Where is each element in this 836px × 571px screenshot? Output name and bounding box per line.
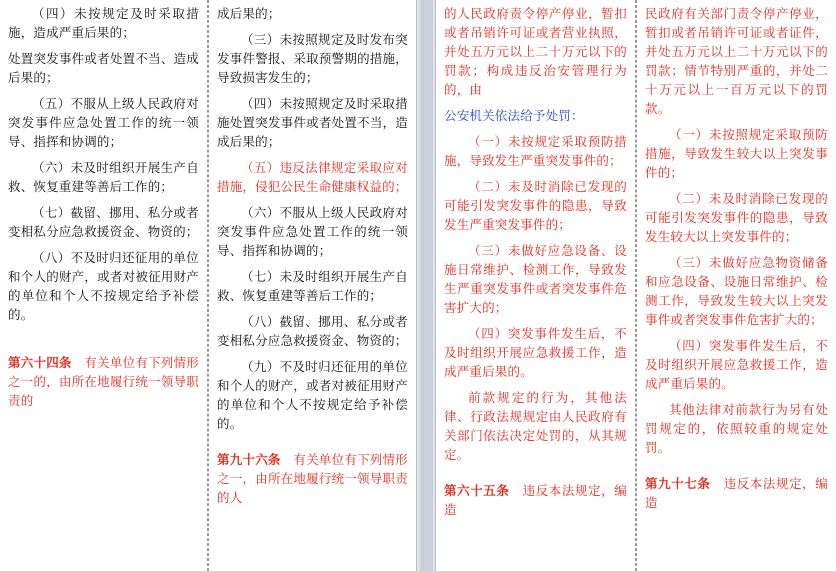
paragraph: （七）截留、挪用、私分或者变相私分应急救援资金、物资的； — [8, 205, 199, 239]
paragraph: （三）未按照规定及时发布突发事件警报、采取预警期的措施，导致损害发生的； — [217, 32, 408, 85]
paragraph: （九）不及时归还征用的单位和个人的财产，或者对被征用财产的单位和个人不按规定给予补偿的。 — [217, 359, 408, 431]
paragraph: （六）未及时组织开展生产自救、恢复重建等善后工作的； — [8, 160, 199, 194]
section-paragraph — [8, 353, 199, 410]
left-columns — [0, 0, 416, 571]
scrollbar-thumb[interactable] — [420, 0, 433, 571]
document-column-4 — [636, 0, 836, 571]
document-column-3 — [436, 0, 636, 571]
paragraph-revision: （二）未及时消除已发现的可能引发突发事件的隐患，导致发生较大以上突发事件的； — [645, 191, 828, 244]
paragraph: （八）不及时归还征用的单位和个人的财产，或者对被征用财产的单位和个人不按规定给予补偿的。 — [8, 250, 199, 322]
paragraph-revision — [645, 4, 828, 118]
paragraph-spacer — [444, 471, 627, 481]
section-heading: 第九十七条 — [645, 476, 711, 491]
paragraph-spacer — [8, 331, 199, 353]
section-heading: 第九十六条 — [217, 452, 281, 467]
paragraph: 处置突发事件或者处置不当、造成后果的； — [8, 51, 199, 85]
paragraph-revision: 前款规定的行为，其他法律、行政法规规定由人民政府有关部门依法决定处罚的，从其规定。 — [444, 390, 627, 462]
paragraph-revision: （三）未做好应急物资储备和应急设备、设施日常维护、检测工作，导致发生较大以上突发事件或者突发事件危害扩大的； — [645, 255, 828, 327]
right-columns — [436, 0, 836, 571]
section-text: 有关单位有下列情形之一的，由所在地履行统一领导职责的 — [8, 355, 199, 408]
paragraph-text-continued: 情节特别严重的，并处二十万元以上一百万元以下的罚款。 — [645, 63, 828, 116]
section-heading: 第六十四条 — [8, 355, 72, 370]
section-paragraph — [645, 474, 828, 512]
paragraph: （四）未按规定及时采取措施，造成严重后果的； — [8, 6, 199, 40]
paragraph-revision: 其他法律对前款行为另有处罚规定的，依照较重的规定处罚。 — [645, 402, 828, 455]
paragraph-revision: （一）未按规定采取预防措施，导致发生严重突发事件的； — [444, 134, 627, 168]
section-text: 违反本法规定，编造 — [444, 483, 627, 517]
right-document-pane — [436, 0, 836, 571]
paragraph-revision: （三）未做好应急设备、设施日常维护、检测工作，导致发生严重突发事件或者突发事件危害扩大的； — [444, 243, 627, 315]
document-column-1 — [0, 0, 208, 571]
paragraph-spacer — [645, 464, 828, 474]
paragraph: （七）未及时组织开展生产自救、恢复重建等善后工作的； — [217, 269, 408, 303]
paragraph-revision: （一）未按照规定采取预防措施，导致发生较大以上突发事件的； — [645, 127, 828, 180]
paragraph-text: 民政府有关部门责令停产停业，暂扣或者吊销许可证或者证件，并处五万元以上二十万元以下的罚款； — [645, 6, 828, 78]
section-text: 有关单位有下列情形之一，由所在地履行统一领导职责的人 — [217, 452, 408, 505]
paragraph: （五）不服从上级人民政府对突发事件应急处置工作的统一领导、指挥和协调的； — [8, 96, 199, 149]
section-text: 违反本法规定，编造 — [645, 476, 828, 510]
paragraph: 成后果的； — [217, 6, 281, 21]
paragraph: （六）不服从上级人民政府对突发事件应急处置工作的统一领导、指挥和协调的； — [217, 205, 408, 258]
paragraph: （四）未按照规定及时采取措施处置突发事件或者处置不当，造成后果的； — [217, 96, 408, 149]
paragraph-spacer — [217, 440, 408, 450]
section-paragraph — [444, 481, 627, 519]
paragraph-revision: （二）未及时消除已发现的可能引发突发事件的隐患，导致发生严重突发事件的； — [444, 179, 627, 232]
paragraph: （八）截留、挪用、私分或者变相私分应急救援资金、物资的； — [217, 314, 408, 348]
document-column-2 — [208, 0, 416, 571]
paragraph-revision: （四）突发事件发生后，不及时组织开展应急救援工作，造成严重后果的。 — [444, 326, 627, 379]
pane-divider-scrollbar[interactable] — [416, 0, 436, 571]
paragraph-revision: 公安机关依法给予处罚： — [444, 108, 584, 123]
paragraph-revision: （四）突发事件发生后，不及时组织开展应急救援工作，造成严重后果的。 — [645, 338, 828, 391]
section-paragraph — [217, 450, 408, 507]
paragraph-revision: （五）违反法律规定采取应对措施，侵犯公民生命健康权益的； — [217, 160, 408, 194]
section-heading: 第六十五条 — [444, 483, 510, 498]
paragraph-revision: 的人民政府责令停产停业，暂扣或者吊销许可证或者营业执照，并处五万元以上二十万元以下的罚款；构成违反治安管理行为的，由 — [444, 6, 627, 97]
left-document-pane — [0, 0, 416, 571]
